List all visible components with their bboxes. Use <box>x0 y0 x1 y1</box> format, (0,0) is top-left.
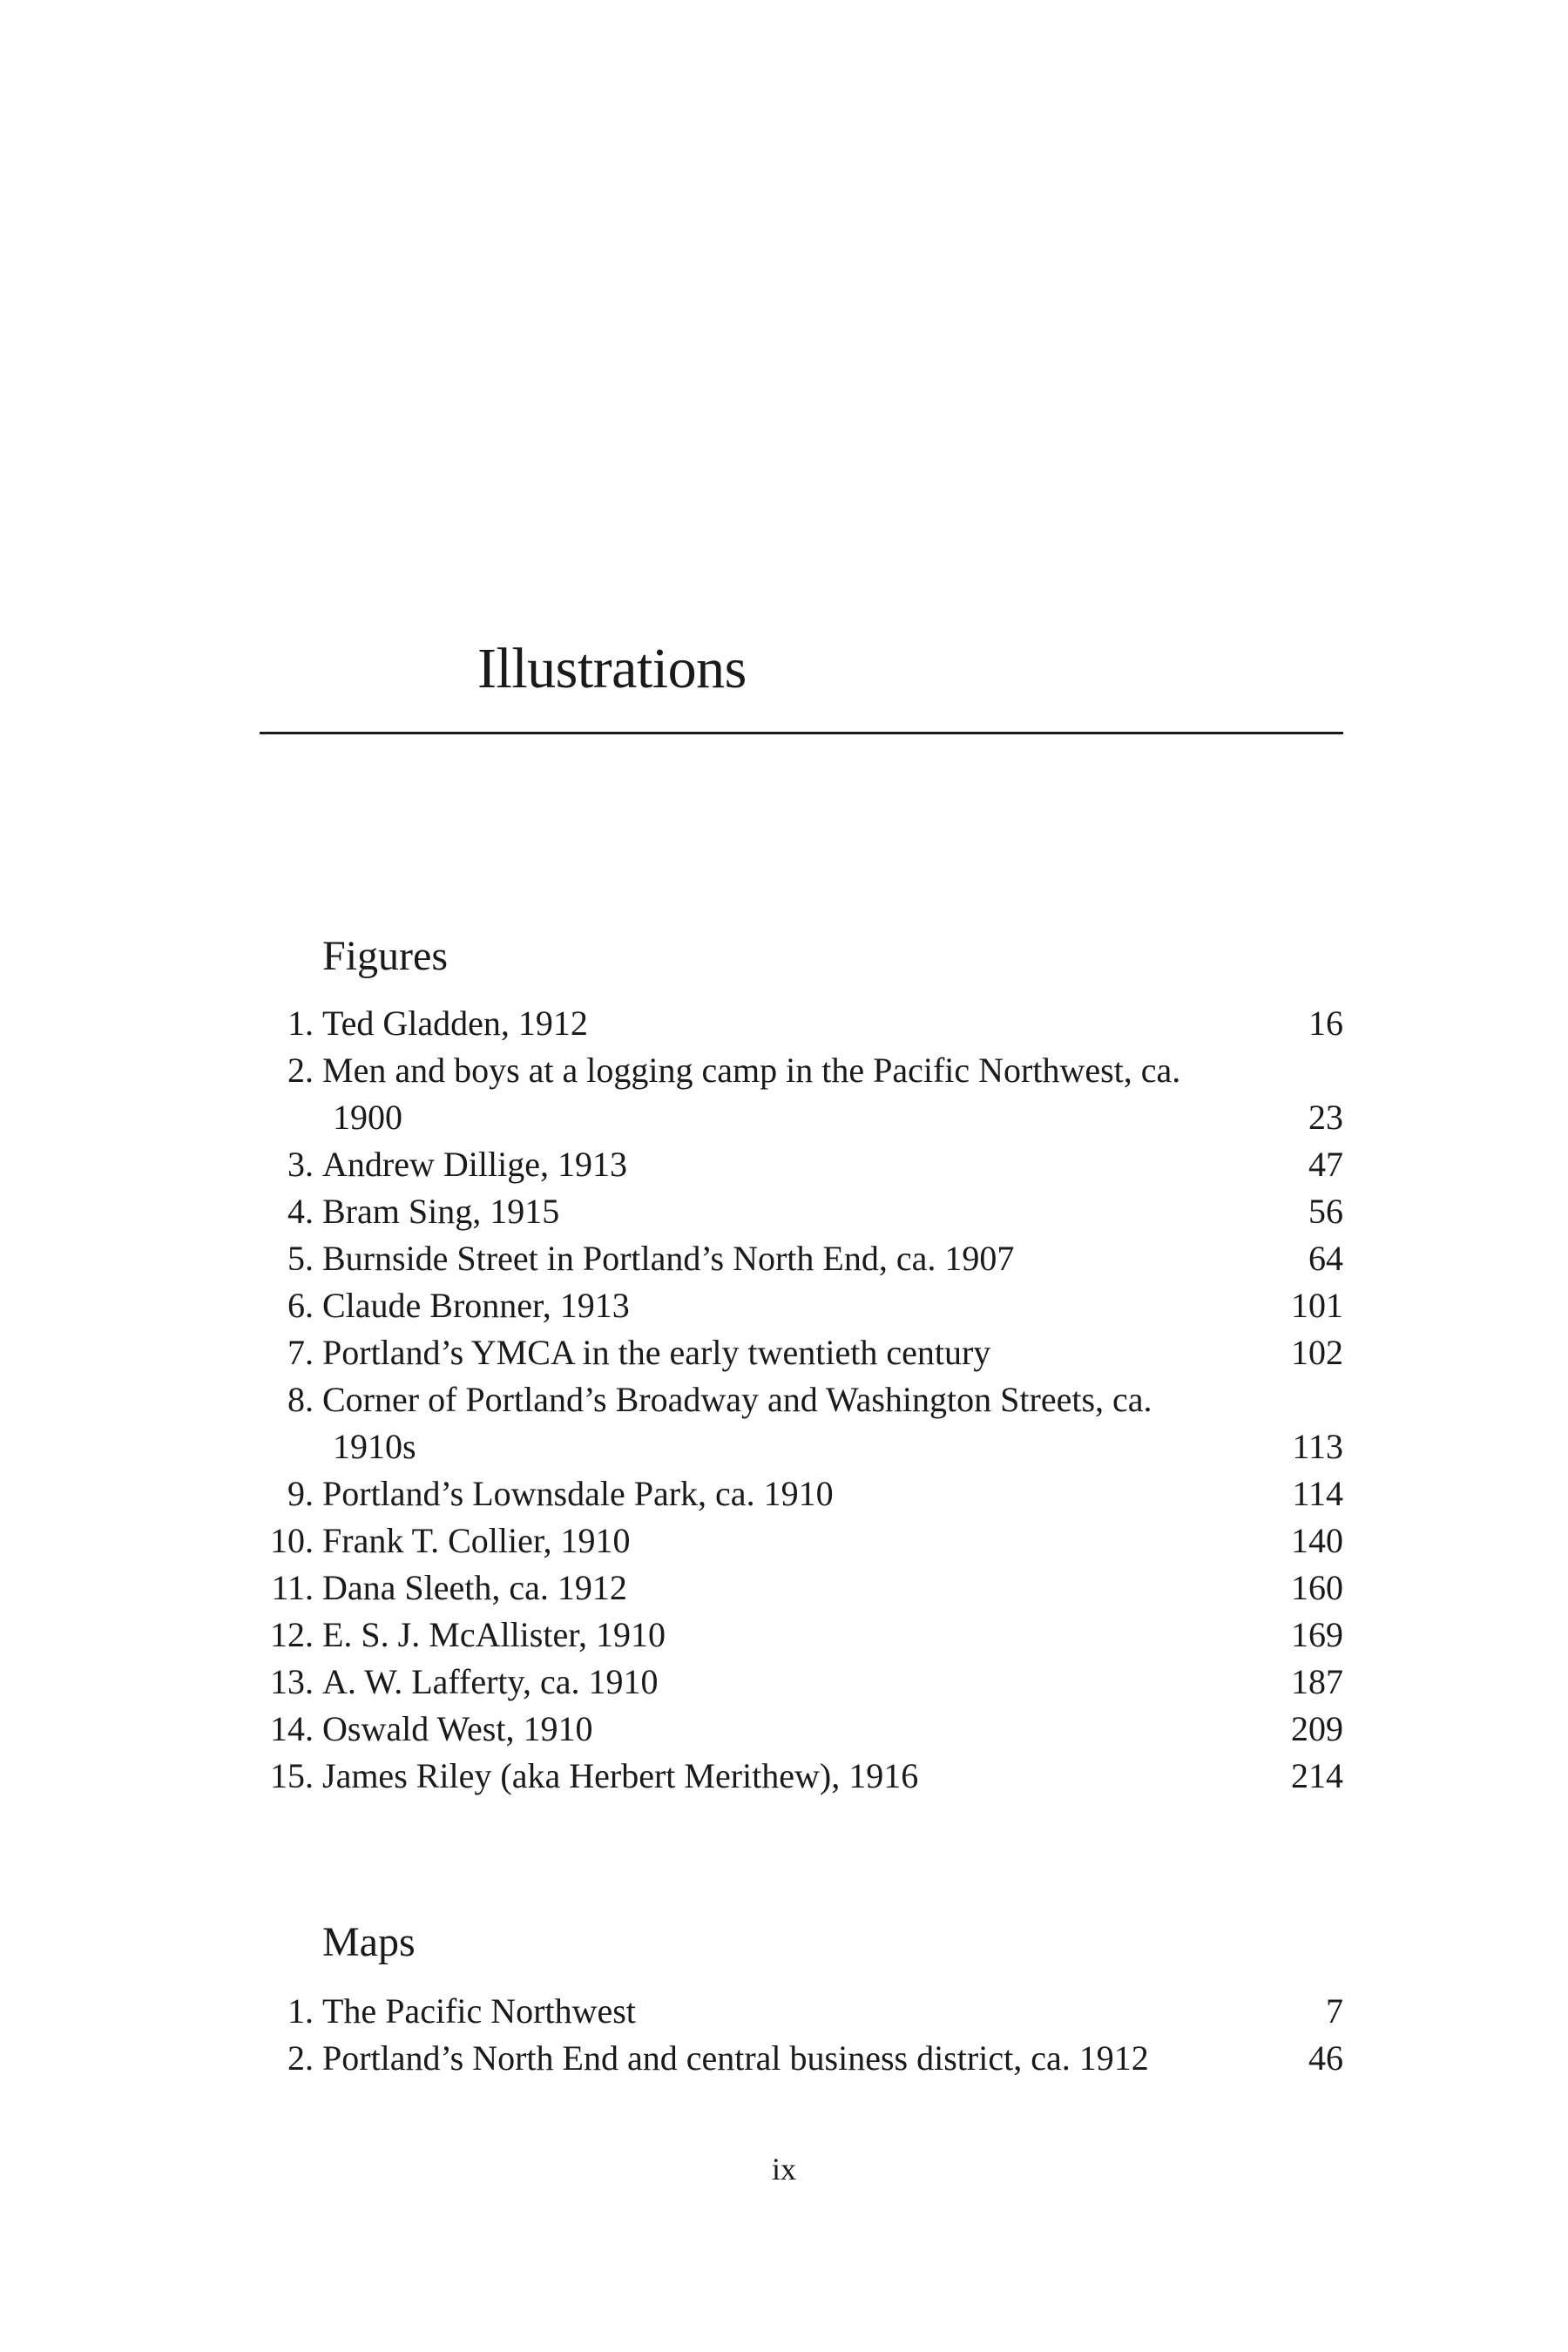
figures-list <box>260 1000 1343 1800</box>
figure-page: 169 <box>1291 1615 1343 1654</box>
figure-number: 7. <box>287 1333 314 1372</box>
figure-caption: Burnside Street in Portland’s North End, ca. 1907 <box>322 1239 1015 1278</box>
figure-page: 113 <box>1292 1427 1343 1466</box>
figure-entry <box>260 1188 1343 1235</box>
figure-number: 10. <box>270 1521 314 1560</box>
figure-page: 214 <box>1291 1756 1343 1795</box>
figure-number: 14. <box>270 1709 314 1748</box>
figure-number: 9. <box>287 1474 314 1513</box>
figure-caption: Corner of Portland’s Broadway and Washington Streets, ca. 1910s <box>322 1380 1152 1466</box>
figures-heading: Figures <box>322 933 448 979</box>
figure-entry <box>260 1753 1343 1800</box>
map-number: 1. <box>287 1991 314 2031</box>
figure-number: 11. <box>271 1568 314 1607</box>
map-entry <box>260 1988 1343 2035</box>
figure-page: 56 <box>1308 1192 1343 1231</box>
figure-caption: Ted Gladden, 1912 <box>322 1004 588 1043</box>
figure-entry <box>260 1000 1343 1047</box>
figure-number: 5. <box>287 1239 314 1278</box>
figure-page: 102 <box>1291 1333 1343 1372</box>
title-divider <box>260 732 1343 734</box>
figure-page: 101 <box>1291 1286 1343 1325</box>
figure-caption: Portland’s YMCA in the early twentieth century <box>322 1333 991 1372</box>
figure-caption: Frank T. Collier, 1910 <box>322 1521 631 1560</box>
figure-entry <box>260 1612 1343 1659</box>
figure-caption: Portland’s Lownsdale Park, ca. 1910 <box>322 1474 834 1513</box>
figure-page: 16 <box>1308 1004 1343 1043</box>
figure-page: 114 <box>1292 1474 1343 1513</box>
figure-caption: E. S. J. McAllister, 1910 <box>322 1615 666 1654</box>
map-page: 7 <box>1326 1991 1343 2031</box>
figure-entry <box>260 1659 1343 1706</box>
figure-entry <box>260 1282 1343 1329</box>
figure-caption: Bram Sing, 1915 <box>322 1192 560 1231</box>
figure-number: 15. <box>270 1756 314 1795</box>
map-number: 2. <box>287 2038 314 2078</box>
figure-number: 6. <box>287 1286 314 1325</box>
figure-entry <box>260 1141 1343 1188</box>
page-number: ix <box>771 2152 796 2186</box>
figure-entry <box>260 1706 1343 1753</box>
figure-entry <box>260 1565 1343 1612</box>
figure-page: 209 <box>1291 1709 1343 1748</box>
maps-list <box>260 1988 1343 2082</box>
figure-page: 140 <box>1291 1521 1343 1560</box>
figure-page: 187 <box>1291 1662 1343 1701</box>
figure-number: 8. <box>287 1380 314 1419</box>
map-caption: The Pacific Northwest <box>322 1991 636 2031</box>
figure-caption: Andrew Dillige, 1913 <box>322 1145 627 1184</box>
figure-number: 4. <box>287 1192 314 1231</box>
figure-caption: James Riley (aka Herbert Merithew), 1916 <box>322 1756 919 1795</box>
figure-page: 47 <box>1308 1145 1343 1184</box>
figure-entry <box>260 1470 1343 1517</box>
map-caption: Portland’s North End and central business district, ca. 1912 <box>322 2038 1149 2078</box>
figure-entry <box>260 1517 1343 1565</box>
map-entry <box>260 2035 1343 2082</box>
figure-entry <box>260 1329 1343 1376</box>
figure-number: 3. <box>287 1145 314 1184</box>
map-page: 46 <box>1308 2038 1343 2078</box>
page-title: Illustrations <box>477 637 747 700</box>
figure-caption: Men and boys at a logging camp in the Pacific Northwest, ca. 1900 <box>322 1051 1181 1137</box>
figure-entry <box>260 1047 1343 1141</box>
figure-page: 23 <box>1308 1098 1343 1137</box>
figure-caption: Oswald West, 1910 <box>322 1709 593 1748</box>
figure-number: 1. <box>287 1004 314 1043</box>
figure-page: 64 <box>1308 1239 1343 1278</box>
figure-caption: A. W. Lafferty, ca. 1910 <box>322 1662 659 1701</box>
figure-number: 2. <box>287 1051 314 1090</box>
figure-number: 13. <box>270 1662 314 1701</box>
figure-caption: Claude Bronner, 1913 <box>322 1286 630 1325</box>
maps-heading: Maps <box>322 1919 416 1965</box>
figure-entry <box>260 1376 1343 1470</box>
figure-caption: Dana Sleeth, ca. 1912 <box>322 1568 627 1607</box>
figure-entry <box>260 1235 1343 1282</box>
figure-number: 12. <box>270 1615 314 1654</box>
figure-page: 160 <box>1291 1568 1343 1607</box>
